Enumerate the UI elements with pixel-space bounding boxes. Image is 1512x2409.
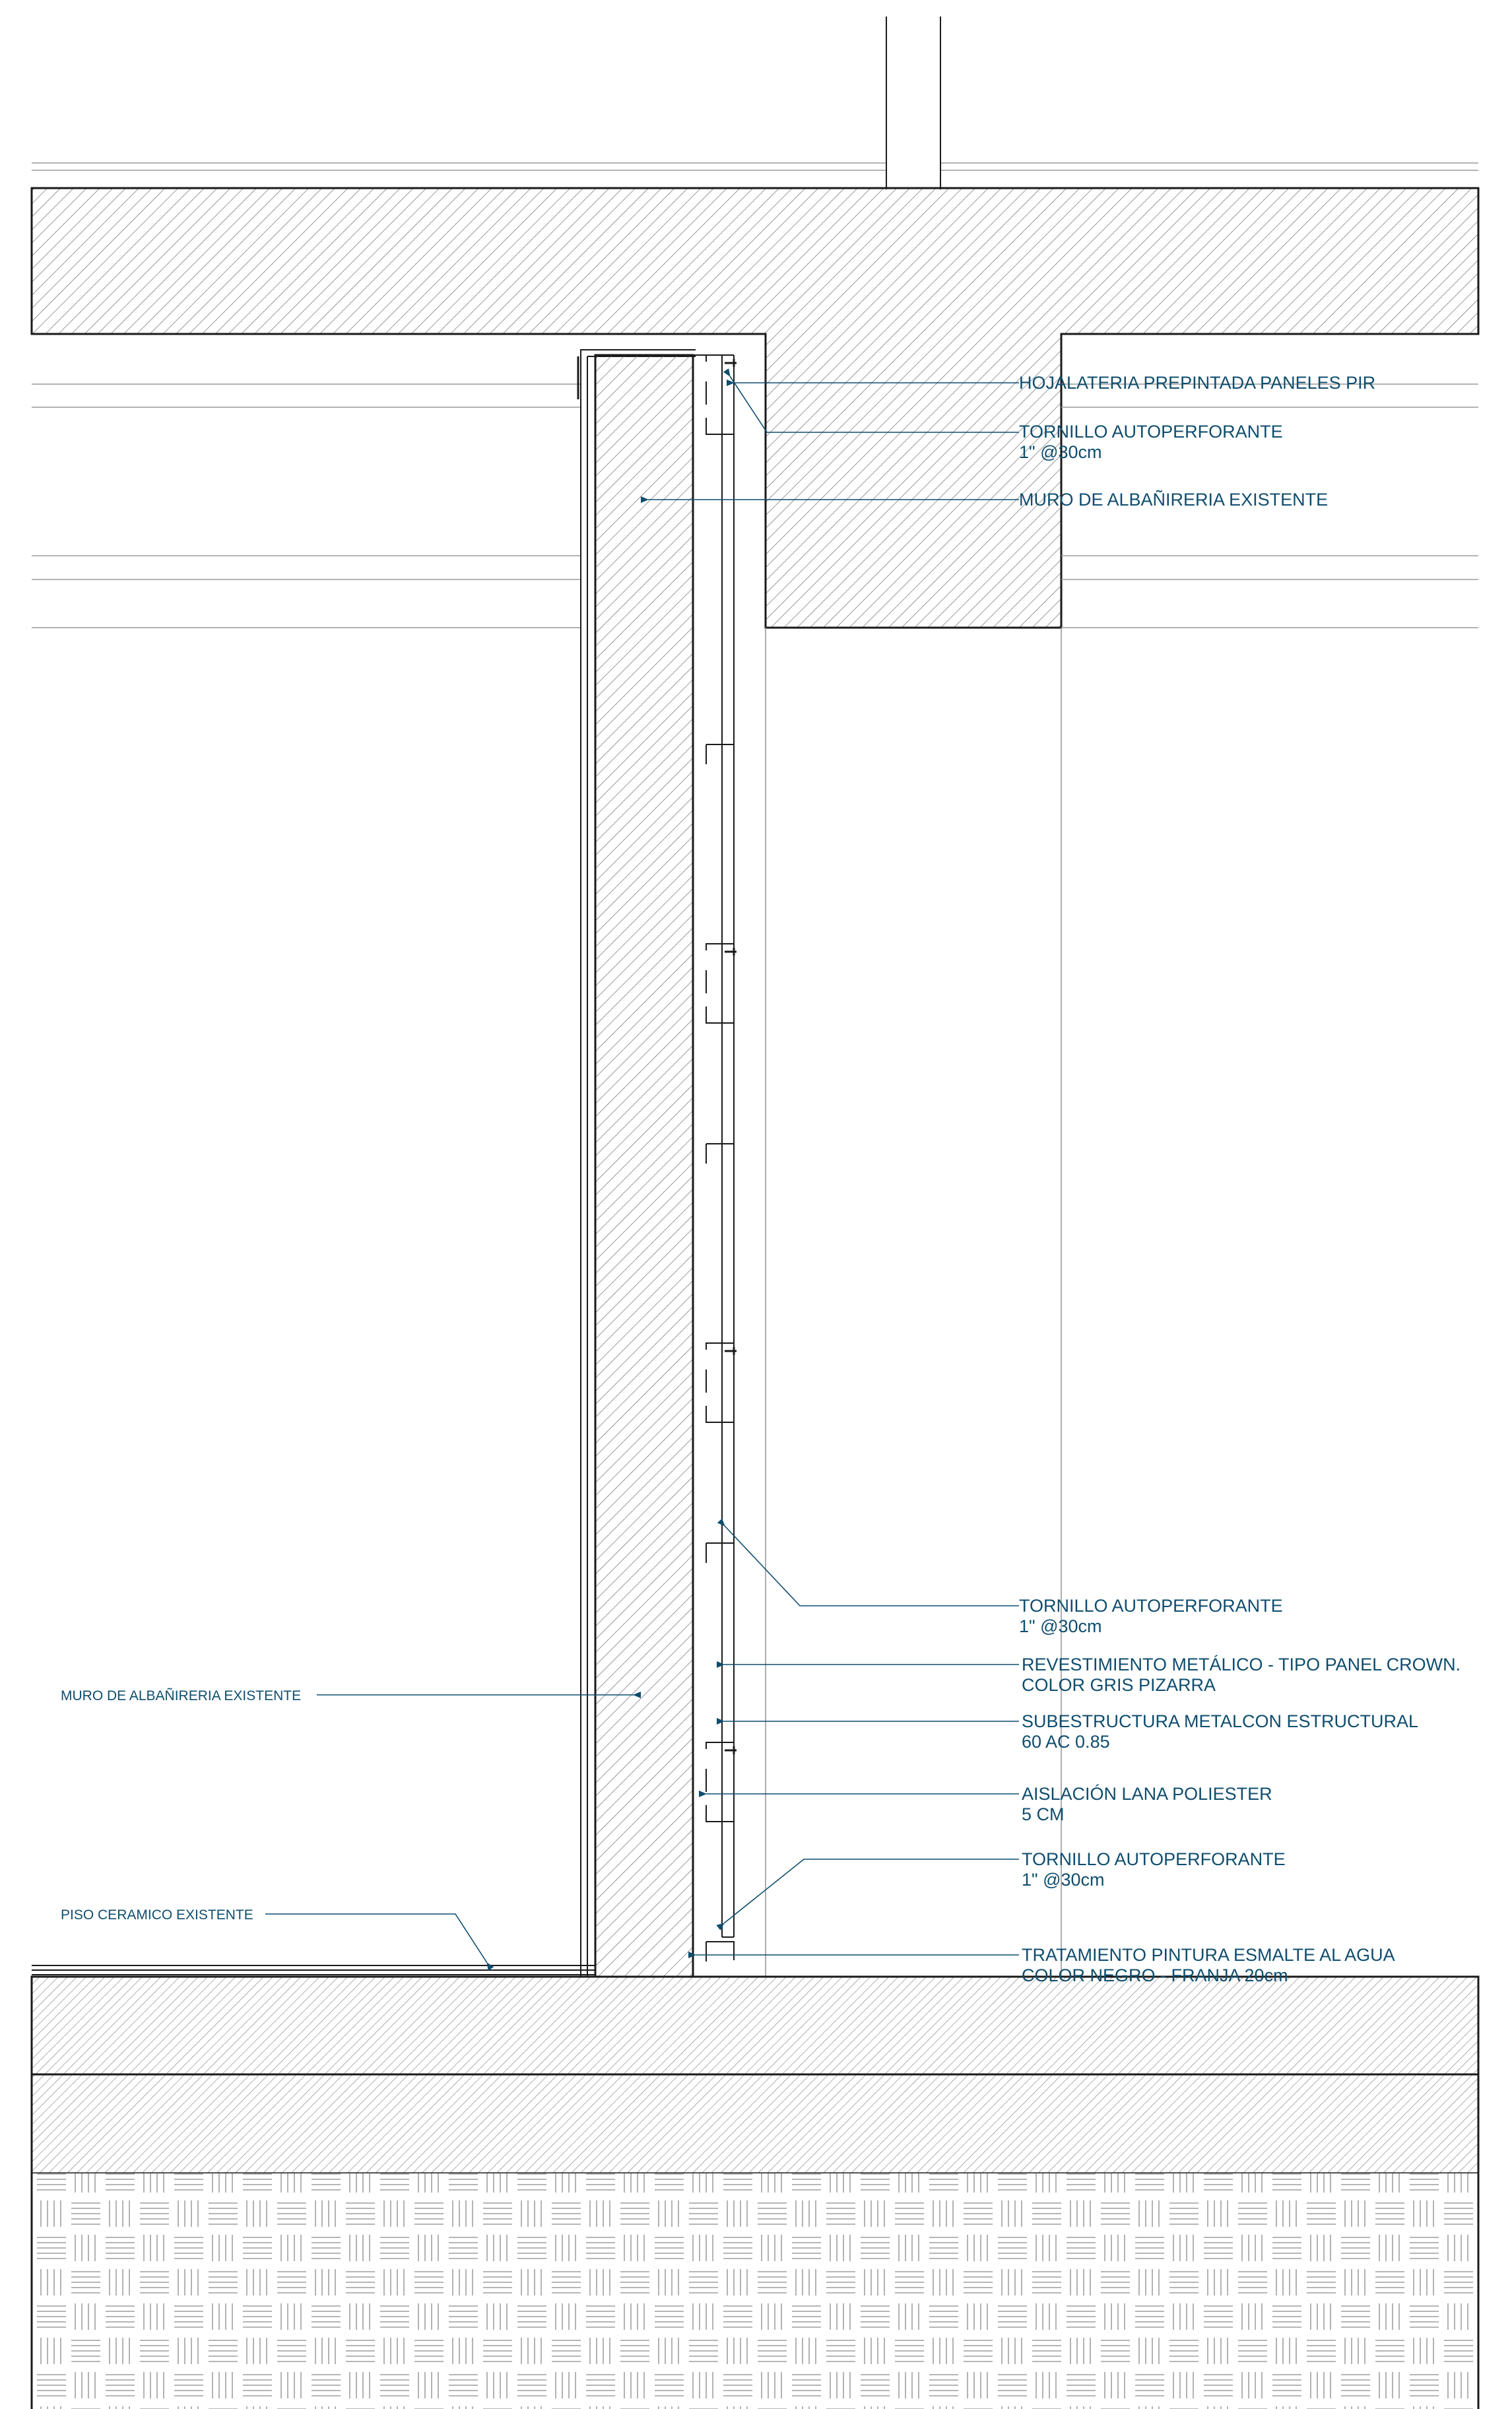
metal-stud-channel: [706, 1144, 734, 1164]
masonry-wall: [595, 355, 693, 1977]
metal-stud-channel: [706, 1543, 734, 1563]
screw-mark: [725, 948, 737, 956]
metal-stud-channel: [706, 1343, 734, 1422]
metal-stud-channel: [706, 944, 734, 1023]
label-tornillo-low: TORNILLO AUTOPERFORANTE 1" @30cm: [1022, 1849, 1286, 1890]
metal-stud-channel: [706, 1942, 734, 1962]
label-revestimiento: REVESTIMIENTO METÁLICO - TIPO PANEL CROWN. COLOR GRIS PIZARRA: [1022, 1655, 1461, 1695]
annotation-labels: [61, 373, 1461, 1985]
label-hojalateria: HOJALATERIA PREPINTADA PANELES PIR: [1019, 373, 1376, 393]
floor-structure: [32, 1965, 1478, 2409]
upper-floor-lines: [32, 16, 1478, 189]
metal-stud-channel: [706, 355, 734, 434]
label-muro-upper: MURO DE ALBAÑIRERIA EXISTENTE: [1019, 490, 1329, 510]
label-piso: PISO CERAMICO EXISTENTE: [61, 1907, 253, 1923]
screw-mark: [725, 359, 737, 367]
label-subestructura: SUBESTRUCTURA METALCON ESTRUCTURAL 60 AC 0.85: [1022, 1711, 1419, 1752]
cladding-assembly: [693, 355, 734, 1937]
reference-lines: [32, 384, 1478, 1977]
screw-mark: [725, 1746, 737, 1754]
label-tornillo-mid: TORNILLO AUTOPERFORANTE 1" @30cm: [1019, 1596, 1283, 1636]
label-tornillo-top: TORNILLO AUTOPERFORANTE 1" @30cm: [1019, 422, 1283, 462]
screw-mark: [725, 1347, 737, 1355]
label-muro-left: MURO DE ALBAÑIRERIA EXISTENTE: [61, 1688, 302, 1703]
label-tratamiento: TRATAMIENTO PINTURA ESMALTE AL AGUA COLOR NEGRO - FRANJA 20cm: [1022, 1945, 1395, 1985]
label-aislacion: AISLACIÓN LANA POLIESTER 5 CM: [1022, 1784, 1272, 1824]
metal-stud-channel: [706, 744, 734, 764]
concrete-slab-and-beam: [32, 188, 1478, 628]
metal-stud-channel: [706, 1742, 734, 1822]
